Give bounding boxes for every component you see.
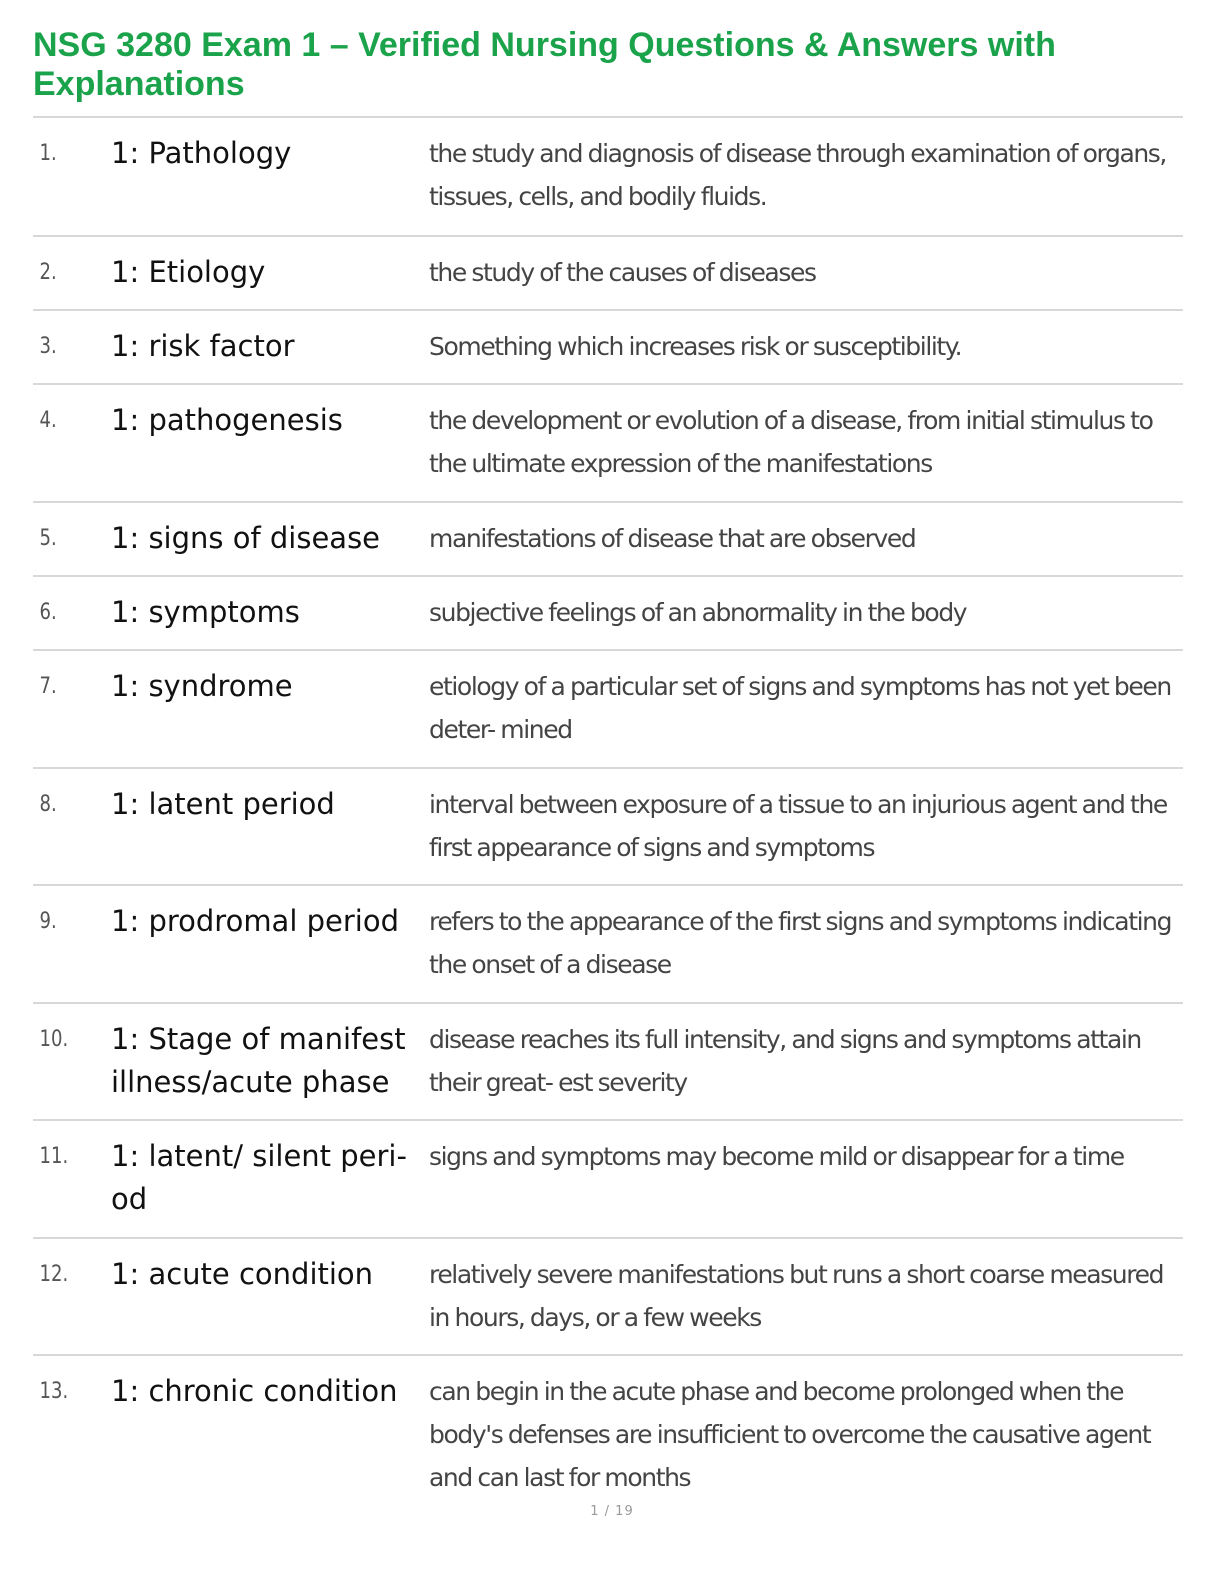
definition: subjective feelings of an abnormality in the body: [429, 598, 967, 627]
term: 1: Pathology: [111, 136, 292, 170]
term: 1: chronic condition: [111, 1374, 398, 1408]
term: 1: prodromal period: [111, 904, 399, 938]
term: 1: risk factor: [111, 329, 295, 363]
term: 1: acute condition: [111, 1257, 374, 1291]
term: 1: signs of disease: [111, 521, 381, 555]
definition: the study of the causes of diseases: [429, 258, 816, 287]
row-number: 8.: [39, 792, 57, 817]
definition: interval between exposure of a tissue to an injurious agent and the first appearance of signs and symptoms: [429, 790, 1167, 862]
row-number: 9.: [39, 909, 57, 934]
term: 1: symptoms: [111, 595, 300, 629]
definition: manifestations of disease that are observed: [429, 524, 916, 553]
definition: can begin in the acute phase and become prolonged when the body's defenses are insufficient to overcome the causative agent and can last for months: [429, 1377, 1151, 1492]
row-number: 3.: [39, 334, 57, 359]
row-number: 10.: [39, 1027, 69, 1052]
page-indicator: 1 / 19: [590, 1504, 634, 1519]
row-number: 12.: [39, 1262, 69, 1287]
row-number: 11.: [39, 1144, 69, 1169]
term: 1: latent/ silent peri- od: [111, 1139, 407, 1216]
table-row: [33, 651, 1183, 769]
row-number: 4.: [39, 408, 57, 433]
definition: signs and symptoms may become mild or disappear for a time: [429, 1142, 1124, 1171]
term: 1: pathogenesis: [111, 403, 343, 437]
row-number: 6.: [39, 600, 57, 625]
table-row: [33, 577, 1183, 651]
table-row: [33, 886, 1183, 1004]
table-row: [33, 1121, 1183, 1239]
row-number: 2.: [39, 260, 57, 285]
term: 1: latent period: [111, 787, 335, 821]
table-row: [33, 118, 1183, 237]
table-row: [33, 311, 1183, 385]
term: 1: Etiology: [111, 255, 266, 289]
qa-table: [33, 116, 1183, 1506]
definition: the study and diagnosis of disease through examination of organs, tissues, cells, and bodily fluids.: [429, 139, 1166, 211]
term: 1: Stage of manifest illness/acute phase: [111, 1022, 406, 1099]
row-number: 1.: [39, 141, 57, 166]
definition: the development or evolution of a disease, from initial stimulus to the ultimate expression of the manifestations: [429, 406, 1153, 478]
definition: refers to the appearance of the first signs and symptoms indicating the onset of a disease: [429, 907, 1172, 979]
definition: disease reaches its full intensity, and signs and symptoms attain their great- est severity: [429, 1025, 1141, 1097]
definition: relatively severe manifestations but runs a short coarse measured in hours, days, or a few weeks: [429, 1260, 1164, 1332]
table-row: [33, 385, 1183, 503]
definition: Something which increases risk or susceptibility.: [429, 332, 962, 361]
row-number: 13.: [39, 1379, 69, 1404]
term: 1: syndrome: [111, 669, 293, 703]
page-title: NSG 3280 Exam 1 – Verified Nursing Questions & Answers with Explanations: [33, 26, 1056, 103]
table-row: [33, 503, 1183, 577]
table-row: [33, 1239, 1183, 1356]
table-row: [33, 1356, 1183, 1506]
table-row: [33, 237, 1183, 311]
definition: etiology of a particular set of signs and symptoms has not yet been deter- mined: [429, 672, 1171, 744]
row-number: 7.: [39, 674, 57, 699]
row-number: 5.: [39, 526, 57, 551]
table-row: [33, 769, 1183, 886]
table-row: [33, 1004, 1183, 1121]
